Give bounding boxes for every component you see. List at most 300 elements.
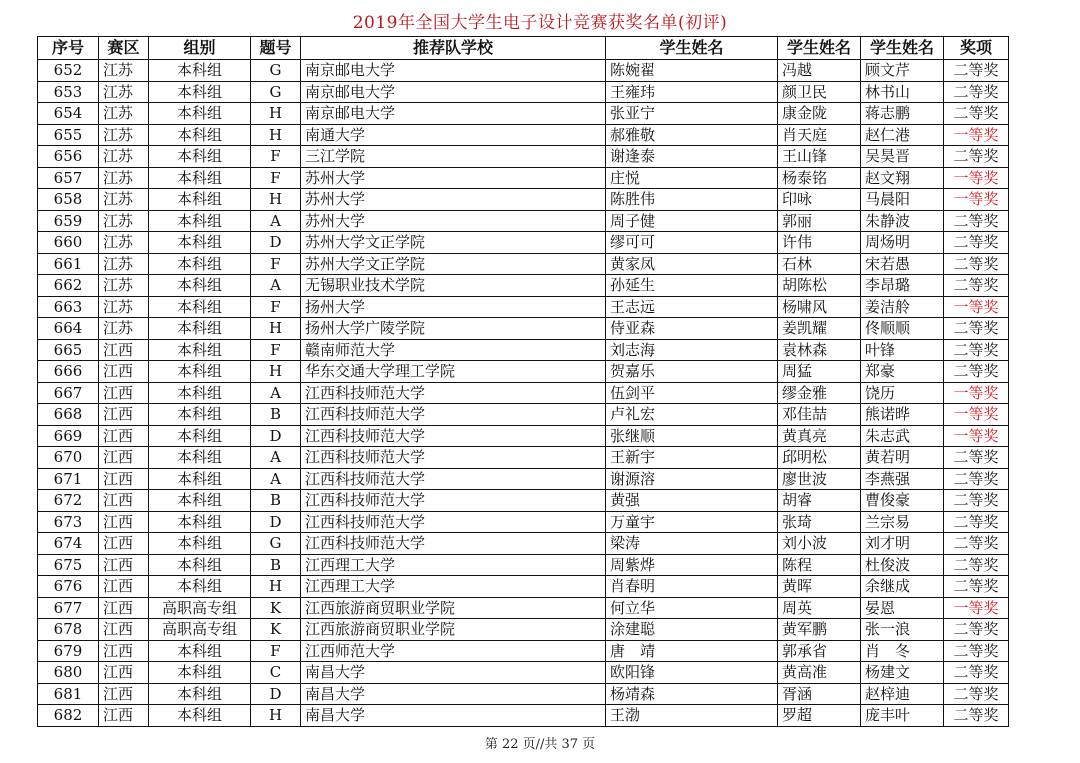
- group-cell: 本科组: [149, 382, 251, 404]
- row-number: 681: [38, 683, 99, 705]
- group-cell: 本科组: [149, 576, 251, 598]
- award-cell: 二等奖: [944, 640, 1009, 662]
- region-cell: 江苏: [99, 146, 149, 168]
- student-3-cell: 李燕强: [861, 468, 944, 490]
- award-cell: 二等奖: [944, 318, 1009, 340]
- student-1-cell: 梁涛: [606, 533, 778, 555]
- question-cell: F: [251, 167, 301, 189]
- group-cell: 高职高专组: [149, 597, 251, 619]
- student-1-cell: 欧阳锋: [606, 662, 778, 684]
- award-cell: 二等奖: [944, 576, 1009, 598]
- col-header-student-2: 学生姓名: [778, 37, 861, 60]
- student-1-cell: 谢逢泰: [606, 146, 778, 168]
- question-cell: F: [251, 640, 301, 662]
- table-row: [38, 683, 1009, 705]
- student-2-cell: 康金陇: [778, 103, 861, 125]
- table-row: [38, 210, 1009, 232]
- school-cell: 苏州大学文正学院: [301, 232, 606, 254]
- award-cell: 一等奖: [944, 382, 1009, 404]
- student-3-cell: 兰宗易: [861, 511, 944, 533]
- group-cell: 本科组: [149, 253, 251, 275]
- group-cell: 本科组: [149, 318, 251, 340]
- row-number: 673: [38, 511, 99, 533]
- table-row: [38, 189, 1009, 211]
- row-number: 678: [38, 619, 99, 641]
- table-row: [38, 490, 1009, 512]
- student-1-cell: 庄悦: [606, 167, 778, 189]
- group-cell: 本科组: [149, 447, 251, 469]
- group-cell: 本科组: [149, 339, 251, 361]
- group-cell: 本科组: [149, 468, 251, 490]
- row-number: 674: [38, 533, 99, 555]
- region-cell: 江苏: [99, 60, 149, 82]
- award-cell: 二等奖: [944, 705, 1009, 727]
- table-row: [38, 253, 1009, 275]
- row-number: 654: [38, 103, 99, 125]
- group-cell: 本科组: [149, 705, 251, 727]
- table-row: [38, 554, 1009, 576]
- award-cell: 一等奖: [944, 167, 1009, 189]
- question-cell: A: [251, 382, 301, 404]
- row-number: 657: [38, 167, 99, 189]
- school-cell: 江西科技师范大学: [301, 533, 606, 555]
- table-row: [38, 339, 1009, 361]
- group-cell: 本科组: [149, 210, 251, 232]
- school-cell: 江西理工大学: [301, 554, 606, 576]
- group-cell: 本科组: [149, 662, 251, 684]
- student-3-cell: 郑豪: [861, 361, 944, 383]
- group-cell: 本科组: [149, 296, 251, 318]
- row-number: 666: [38, 361, 99, 383]
- group-cell: 本科组: [149, 81, 251, 103]
- student-2-cell: 廖世波: [778, 468, 861, 490]
- region-cell: 江西: [99, 404, 149, 426]
- question-cell: C: [251, 662, 301, 684]
- student-1-cell: 黄强: [606, 490, 778, 512]
- region-cell: 江苏: [99, 253, 149, 275]
- region-cell: 江西: [99, 683, 149, 705]
- student-3-cell: 佟顺顺: [861, 318, 944, 340]
- row-number: 658: [38, 189, 99, 211]
- region-cell: 江西: [99, 640, 149, 662]
- school-cell: 扬州大学: [301, 296, 606, 318]
- student-2-cell: 郭承省: [778, 640, 861, 662]
- col-header-student-1: 学生姓名: [606, 37, 778, 60]
- award-cell: 二等奖: [944, 253, 1009, 275]
- question-cell: D: [251, 511, 301, 533]
- document-title: 2019年全国大学生电子设计竞赛获奖名单(初评): [352, 13, 728, 33]
- school-cell: 扬州大学广陵学院: [301, 318, 606, 340]
- school-cell: 三江学院: [301, 146, 606, 168]
- question-cell: D: [251, 232, 301, 254]
- table-row: [38, 275, 1009, 297]
- group-cell: 本科组: [149, 361, 251, 383]
- region-cell: 江苏: [99, 318, 149, 340]
- row-number: 668: [38, 404, 99, 426]
- question-cell: D: [251, 683, 301, 705]
- student-2-cell: 缪金雅: [778, 382, 861, 404]
- student-3-cell: 庞丰叶: [861, 705, 944, 727]
- table-row: [38, 662, 1009, 684]
- row-number: 662: [38, 275, 99, 297]
- row-number: 669: [38, 425, 99, 447]
- student-2-cell: 刘小波: [778, 533, 861, 555]
- question-cell: F: [251, 339, 301, 361]
- table-row: [38, 103, 1009, 125]
- row-number: 653: [38, 81, 99, 103]
- table-row: [38, 576, 1009, 598]
- question-cell: H: [251, 318, 301, 340]
- student-3-cell: 朱志武: [861, 425, 944, 447]
- award-cell: 二等奖: [944, 683, 1009, 705]
- student-1-cell: 何立华: [606, 597, 778, 619]
- region-cell: 江苏: [99, 296, 149, 318]
- student-2-cell: 姜凯耀: [778, 318, 861, 340]
- col-header-group: 组别: [149, 37, 251, 60]
- student-3-cell: 宋若愚: [861, 253, 944, 275]
- school-cell: 南昌大学: [301, 683, 606, 705]
- school-cell: 江西科技师范大学: [301, 404, 606, 426]
- student-2-cell: 黄高准: [778, 662, 861, 684]
- region-cell: 江苏: [99, 210, 149, 232]
- award-cell: 二等奖: [944, 490, 1009, 512]
- award-cell: 二等奖: [944, 361, 1009, 383]
- award-cell: 二等奖: [944, 662, 1009, 684]
- student-2-cell: 邓佳喆: [778, 404, 861, 426]
- region-cell: 江西: [99, 361, 149, 383]
- award-cell: 二等奖: [944, 103, 1009, 125]
- school-cell: 苏州大学: [301, 210, 606, 232]
- region-cell: 江苏: [99, 275, 149, 297]
- row-number: 667: [38, 382, 99, 404]
- group-cell: 本科组: [149, 124, 251, 146]
- row-number: 660: [38, 232, 99, 254]
- student-1-cell: 万童宇: [606, 511, 778, 533]
- table-row: [38, 361, 1009, 383]
- student-2-cell: 邱明松: [778, 447, 861, 469]
- row-number: 680: [38, 662, 99, 684]
- region-cell: 江苏: [99, 103, 149, 125]
- student-2-cell: 杨泰铭: [778, 167, 861, 189]
- table-row: [38, 318, 1009, 340]
- school-cell: 江西科技师范大学: [301, 511, 606, 533]
- school-cell: 南京邮电大学: [301, 60, 606, 82]
- table-body: [38, 60, 1009, 727]
- student-1-cell: 侍亚森: [606, 318, 778, 340]
- row-number: 676: [38, 576, 99, 598]
- school-cell: 苏州大学文正学院: [301, 253, 606, 275]
- school-cell: 江西科技师范大学: [301, 382, 606, 404]
- row-number: 682: [38, 705, 99, 727]
- row-number: 655: [38, 124, 99, 146]
- row-number: 675: [38, 554, 99, 576]
- school-cell: 江西科技师范大学: [301, 468, 606, 490]
- student-1-cell: 张继顺: [606, 425, 778, 447]
- student-1-cell: 唐 靖: [606, 640, 778, 662]
- region-cell: 江西: [99, 533, 149, 555]
- table-row: [38, 533, 1009, 555]
- student-1-cell: 王雍玮: [606, 81, 778, 103]
- group-cell: 本科组: [149, 103, 251, 125]
- student-3-cell: 叶锋: [861, 339, 944, 361]
- award-cell: 二等奖: [944, 60, 1009, 82]
- award-cell: 一等奖: [944, 189, 1009, 211]
- group-cell: 本科组: [149, 404, 251, 426]
- award-cell: 二等奖: [944, 554, 1009, 576]
- student-2-cell: 石林: [778, 253, 861, 275]
- row-number: 659: [38, 210, 99, 232]
- student-2-cell: 黄军鹏: [778, 619, 861, 641]
- school-cell: 江西师范大学: [301, 640, 606, 662]
- question-cell: A: [251, 447, 301, 469]
- award-cell: 二等奖: [944, 146, 1009, 168]
- student-2-cell: 许伟: [778, 232, 861, 254]
- student-2-cell: 胥涵: [778, 683, 861, 705]
- row-number: 665: [38, 339, 99, 361]
- student-2-cell: 黄晖: [778, 576, 861, 598]
- student-1-cell: 郝雅敬: [606, 124, 778, 146]
- award-cell: 二等奖: [944, 619, 1009, 641]
- table-header-row: [38, 37, 1009, 60]
- school-cell: 南昌大学: [301, 705, 606, 727]
- table-row: [38, 425, 1009, 447]
- question-cell: H: [251, 576, 301, 598]
- question-cell: H: [251, 103, 301, 125]
- student-2-cell: 罗超: [778, 705, 861, 727]
- school-cell: 华东交通大学理工学院: [301, 361, 606, 383]
- table-row: [38, 640, 1009, 662]
- row-number: 656: [38, 146, 99, 168]
- region-cell: 江西: [99, 662, 149, 684]
- student-3-cell: 肖 冬: [861, 640, 944, 662]
- student-3-cell: 黄若明: [861, 447, 944, 469]
- student-3-cell: 赵文翔: [861, 167, 944, 189]
- table-row: [38, 296, 1009, 318]
- student-2-cell: 张琦: [778, 511, 861, 533]
- group-cell: 本科组: [149, 275, 251, 297]
- school-cell: 江西理工大学: [301, 576, 606, 598]
- student-1-cell: 缪可可: [606, 232, 778, 254]
- region-cell: 江西: [99, 554, 149, 576]
- group-cell: 本科组: [149, 683, 251, 705]
- award-cell: 二等奖: [944, 511, 1009, 533]
- group-cell: 本科组: [149, 511, 251, 533]
- table-row: [38, 60, 1009, 82]
- region-cell: 江苏: [99, 232, 149, 254]
- question-cell: F: [251, 146, 301, 168]
- student-3-cell: 蒋志鹏: [861, 103, 944, 125]
- col-header-award: 奖项: [944, 37, 1009, 60]
- group-cell: 本科组: [149, 533, 251, 555]
- student-2-cell: 王山锋: [778, 146, 861, 168]
- student-2-cell: 周猛: [778, 361, 861, 383]
- row-number: 661: [38, 253, 99, 275]
- page-footer: 第 22 页//共 37 页: [484, 737, 596, 752]
- student-2-cell: 肖天庭: [778, 124, 861, 146]
- col-header-no: 序号: [38, 37, 99, 60]
- region-cell: 江苏: [99, 167, 149, 189]
- student-2-cell: 胡陈松: [778, 275, 861, 297]
- question-cell: A: [251, 468, 301, 490]
- student-1-cell: 王渤: [606, 705, 778, 727]
- award-cell: 二等奖: [944, 339, 1009, 361]
- row-number: 670: [38, 447, 99, 469]
- student-1-cell: 张亚宁: [606, 103, 778, 125]
- school-cell: 无锡职业技术学院: [301, 275, 606, 297]
- school-cell: 赣南师范大学: [301, 339, 606, 361]
- award-cell: 二等奖: [944, 533, 1009, 555]
- school-cell: 江西旅游商贸职业学院: [301, 619, 606, 641]
- student-1-cell: 杨靖森: [606, 683, 778, 705]
- table-row: [38, 511, 1009, 533]
- student-3-cell: 曹俊豪: [861, 490, 944, 512]
- question-cell: G: [251, 81, 301, 103]
- student-3-cell: 晏恩: [861, 597, 944, 619]
- region-cell: 江西: [99, 490, 149, 512]
- col-header-school: 推荐队学校: [301, 37, 606, 60]
- table-row: [38, 167, 1009, 189]
- region-cell: 江西: [99, 339, 149, 361]
- award-cell: 一等奖: [944, 425, 1009, 447]
- group-cell: 本科组: [149, 60, 251, 82]
- group-cell: 本科组: [149, 232, 251, 254]
- student-3-cell: 熊诺晔: [861, 404, 944, 426]
- student-1-cell: 肖春明: [606, 576, 778, 598]
- question-cell: F: [251, 296, 301, 318]
- student-3-cell: 杜俊波: [861, 554, 944, 576]
- student-3-cell: 刘才明: [861, 533, 944, 555]
- award-cell: 一等奖: [944, 124, 1009, 146]
- region-cell: 江西: [99, 705, 149, 727]
- group-cell: 本科组: [149, 189, 251, 211]
- student-2-cell: 陈程: [778, 554, 861, 576]
- table-row: [38, 124, 1009, 146]
- student-3-cell: 朱静波: [861, 210, 944, 232]
- group-cell: 本科组: [149, 554, 251, 576]
- student-1-cell: 刘志海: [606, 339, 778, 361]
- student-2-cell: 黄真亮: [778, 425, 861, 447]
- row-number: 663: [38, 296, 99, 318]
- student-1-cell: 周紫烨: [606, 554, 778, 576]
- award-cell: 一等奖: [944, 296, 1009, 318]
- table-row: [38, 597, 1009, 619]
- question-cell: F: [251, 253, 301, 275]
- school-cell: 南京邮电大学: [301, 103, 606, 125]
- school-cell: 江西科技师范大学: [301, 490, 606, 512]
- award-cell: 二等奖: [944, 210, 1009, 232]
- student-3-cell: 马晨阳: [861, 189, 944, 211]
- region-cell: 江西: [99, 511, 149, 533]
- student-2-cell: 周英: [778, 597, 861, 619]
- student-1-cell: 周子健: [606, 210, 778, 232]
- student-1-cell: 陈婉翟: [606, 60, 778, 82]
- award-cell: 二等奖: [944, 275, 1009, 297]
- school-cell: 江西旅游商贸职业学院: [301, 597, 606, 619]
- award-cell: 一等奖: [944, 404, 1009, 426]
- student-2-cell: 冯越: [778, 60, 861, 82]
- student-1-cell: 王新宇: [606, 447, 778, 469]
- student-3-cell: 张一浪: [861, 619, 944, 641]
- row-number: 652: [38, 60, 99, 82]
- school-cell: 江西科技师范大学: [301, 447, 606, 469]
- question-cell: B: [251, 404, 301, 426]
- student-1-cell: 孙延生: [606, 275, 778, 297]
- row-number: 679: [38, 640, 99, 662]
- question-cell: B: [251, 490, 301, 512]
- question-cell: G: [251, 60, 301, 82]
- student-2-cell: 袁林森: [778, 339, 861, 361]
- row-number: 671: [38, 468, 99, 490]
- question-cell: H: [251, 124, 301, 146]
- question-cell: B: [251, 554, 301, 576]
- region-cell: 江西: [99, 597, 149, 619]
- student-2-cell: 胡睿: [778, 490, 861, 512]
- school-cell: 苏州大学: [301, 189, 606, 211]
- student-3-cell: 姜洁舲: [861, 296, 944, 318]
- row-number: 672: [38, 490, 99, 512]
- school-cell: 苏州大学: [301, 167, 606, 189]
- group-cell: 高职高专组: [149, 619, 251, 641]
- student-3-cell: 饶历: [861, 382, 944, 404]
- student-1-cell: 伍剑平: [606, 382, 778, 404]
- student-1-cell: 黄家凤: [606, 253, 778, 275]
- row-number: 677: [38, 597, 99, 619]
- student-1-cell: 王志远: [606, 296, 778, 318]
- student-3-cell: 林书山: [861, 81, 944, 103]
- region-cell: 江苏: [99, 189, 149, 211]
- student-3-cell: 余继成: [861, 576, 944, 598]
- region-cell: 江苏: [99, 81, 149, 103]
- student-3-cell: 吴昊晋: [861, 146, 944, 168]
- table-row: [38, 232, 1009, 254]
- student-2-cell: 郭丽: [778, 210, 861, 232]
- student-1-cell: 涂建聪: [606, 619, 778, 641]
- region-cell: 江西: [99, 468, 149, 490]
- group-cell: 本科组: [149, 640, 251, 662]
- table-row: [38, 81, 1009, 103]
- school-cell: 南通大学: [301, 124, 606, 146]
- student-2-cell: 颜卫民: [778, 81, 861, 103]
- student-1-cell: 谢源溶: [606, 468, 778, 490]
- student-3-cell: 顾文芹: [861, 60, 944, 82]
- student-1-cell: 贺嘉乐: [606, 361, 778, 383]
- col-header-student-3: 学生姓名: [861, 37, 944, 60]
- school-cell: 江西科技师范大学: [301, 425, 606, 447]
- question-cell: A: [251, 210, 301, 232]
- row-number: 664: [38, 318, 99, 340]
- student-1-cell: 卢礼宏: [606, 404, 778, 426]
- table-row: [38, 447, 1009, 469]
- school-cell: 南昌大学: [301, 662, 606, 684]
- question-cell: H: [251, 361, 301, 383]
- award-cell: 二等奖: [944, 232, 1009, 254]
- student-1-cell: 陈胜伟: [606, 189, 778, 211]
- region-cell: 江西: [99, 382, 149, 404]
- student-3-cell: 周炀明: [861, 232, 944, 254]
- question-cell: G: [251, 533, 301, 555]
- student-3-cell: 赵梓迪: [861, 683, 944, 705]
- award-cell: 一等奖: [944, 597, 1009, 619]
- table-row: [38, 468, 1009, 490]
- question-cell: A: [251, 275, 301, 297]
- table-row: [38, 705, 1009, 727]
- table-row: [38, 619, 1009, 641]
- table-row: [38, 146, 1009, 168]
- student-2-cell: 杨啸风: [778, 296, 861, 318]
- table-row: [38, 382, 1009, 404]
- award-cell: 二等奖: [944, 468, 1009, 490]
- group-cell: 本科组: [149, 146, 251, 168]
